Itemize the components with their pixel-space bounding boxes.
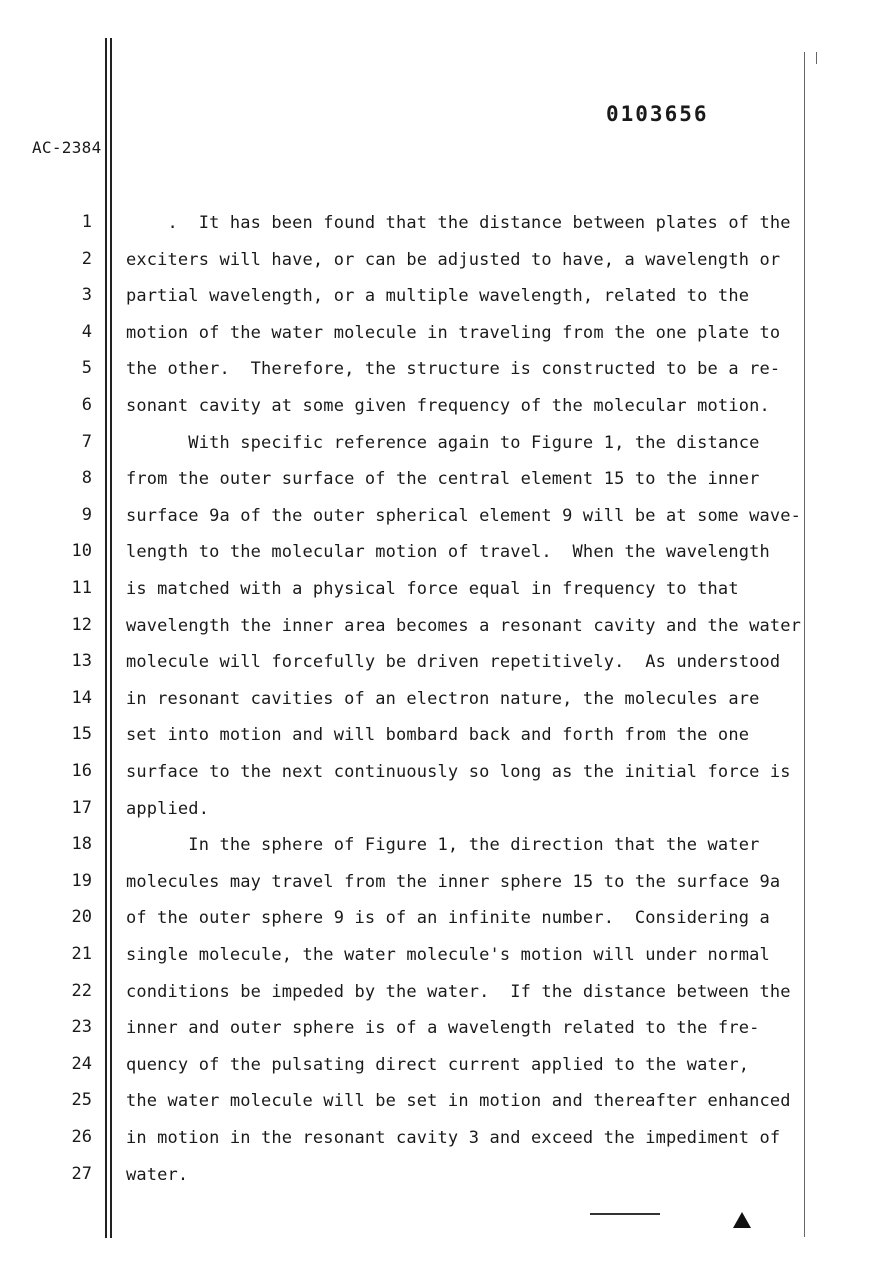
- line-number: 8: [81, 468, 92, 488]
- margin-rule-left-inner: [110, 38, 112, 1238]
- text-line: is matched with a physical force equal in frequency to that: [126, 579, 739, 599]
- line-number: 26: [71, 1127, 92, 1147]
- text-line: surface 9a of the outer spherical element 9 will be at some wave-: [126, 506, 802, 526]
- margin-rule-left: [105, 38, 107, 1238]
- document-id: AC-2384: [32, 138, 102, 157]
- text-line: water.: [126, 1165, 189, 1185]
- line-number: 27: [71, 1164, 92, 1184]
- text-line: partial wavelength, or a multiple wavelength, related to the: [126, 286, 750, 306]
- text-line: . It has been found that the distance between plates of the: [126, 213, 791, 233]
- line-number: 10: [71, 541, 92, 561]
- text-line: from the outer surface of the central element 15 to the inner: [126, 469, 760, 489]
- text-line: length to the molecular motion of travel. When the wavelength: [126, 542, 770, 562]
- text-line: molecule will forcefully be driven repetitively. As understood: [126, 652, 781, 672]
- line-number: 15: [71, 724, 92, 744]
- line-number: 13: [71, 651, 92, 671]
- text-line: In the sphere of Figure 1, the direction that the water: [126, 835, 760, 855]
- text-line: conditions be impeded by the water. If the distance between the: [126, 982, 791, 1002]
- line-number: 12: [71, 615, 92, 635]
- text-line: motion of the water molecule in traveling from the one plate to: [126, 323, 781, 343]
- text-line: of the outer sphere 9 is of an infinite number. Considering a: [126, 908, 770, 928]
- line-number: 14: [71, 688, 92, 708]
- text-line: surface to the next continuously so long as the initial force is: [126, 762, 791, 782]
- text-line: wavelength the inner area becomes a resonant cavity and the water: [126, 616, 802, 636]
- line-number: 11: [71, 578, 92, 598]
- text-line: With specific reference again to Figure 1, the distance: [126, 433, 760, 453]
- text-line: the other. Therefore, the structure is constructed to be a re-: [126, 359, 781, 379]
- line-number: 18: [71, 834, 92, 854]
- line-number: 2: [81, 249, 92, 269]
- text-line: single molecule, the water molecule's motion will under normal: [126, 945, 770, 965]
- text-line: in motion in the resonant cavity 3 and exceed the impediment of: [126, 1128, 781, 1148]
- line-number: 24: [71, 1054, 92, 1074]
- scan-mark: [733, 1212, 751, 1228]
- line-number: 3: [81, 285, 92, 305]
- document-number: 0103656: [606, 102, 709, 126]
- text-line: in resonant cavities of an electron nature, the molecules are: [126, 689, 760, 709]
- margin-rule-right: [804, 52, 805, 1237]
- line-number: 6: [81, 395, 92, 415]
- line-number: 20: [71, 907, 92, 927]
- margin-rule-right-short: [816, 52, 817, 64]
- text-line: molecules may travel from the inner sphere 15 to the surface 9a: [126, 872, 781, 892]
- text-line: quency of the pulsating direct current applied to the water,: [126, 1055, 750, 1075]
- line-number: 9: [81, 505, 92, 525]
- line-number: 1: [81, 212, 92, 232]
- footer-rule: [590, 1213, 660, 1215]
- line-number: 23: [71, 1017, 92, 1037]
- line-number: 5: [81, 358, 92, 378]
- text-line: set into motion and will bombard back and forth from the one: [126, 725, 750, 745]
- line-number: 22: [71, 981, 92, 1001]
- line-number: 17: [71, 798, 92, 818]
- text-line: applied.: [126, 799, 210, 819]
- line-number: 21: [71, 944, 92, 964]
- text-line: the water molecule will be set in motion and thereafter enhanced: [126, 1091, 791, 1111]
- line-number: 25: [71, 1090, 92, 1110]
- line-number: 4: [81, 322, 92, 342]
- line-number: 19: [71, 871, 92, 891]
- line-number: 7: [81, 432, 92, 452]
- text-line: sonant cavity at some given frequency of the molecular motion.: [126, 396, 770, 416]
- text-line: inner and outer sphere is of a wavelength related to the fre-: [126, 1018, 760, 1038]
- text-line: exciters will have, or can be adjusted to have, a wavelength or: [126, 250, 781, 270]
- line-number: 16: [71, 761, 92, 781]
